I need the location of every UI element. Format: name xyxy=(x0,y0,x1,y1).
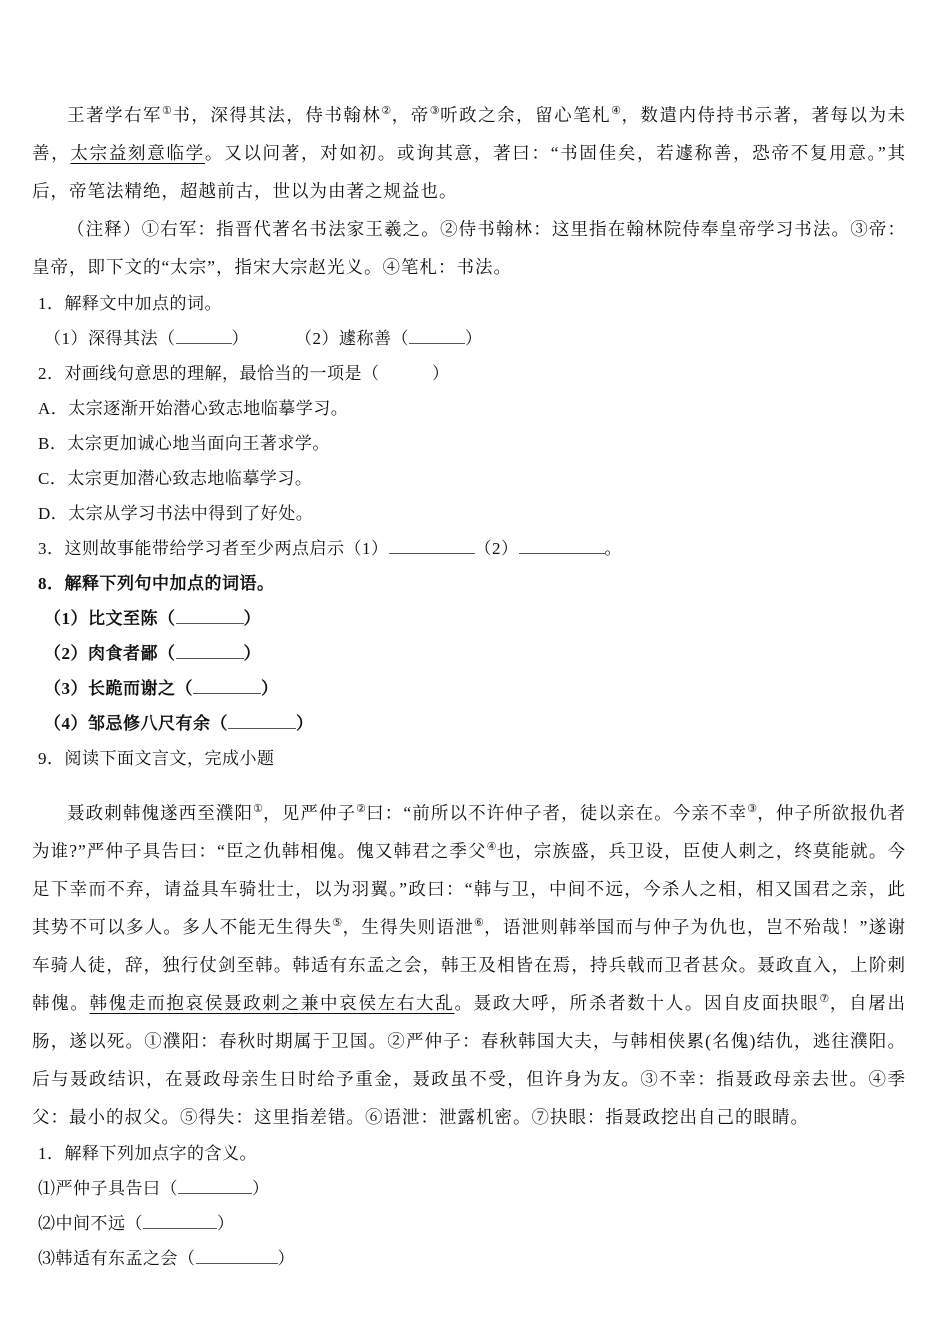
question-8-item-1: （1）比文至陈（ ） xyxy=(32,601,906,636)
question-3-title: 3．这则故事能带给学习者至少两点启示（1） （2） 。 xyxy=(32,531,906,566)
underlined-phrase: 太宗益刻意临学 xyxy=(70,143,205,163)
question-8-item-2: （2）肉食者鄙（ ） xyxy=(32,636,906,671)
underlined-phrase: 韩傀走而抱哀侯聂政刺之兼中哀侯左右大乱 xyxy=(89,993,455,1013)
question-8-title: 8．解释下列句中加点的词语。 xyxy=(38,574,275,593)
answer-blank xyxy=(193,675,261,694)
question-2-option-b: B．太宗更加诚心地当面向王著求学。 xyxy=(38,434,330,453)
passage-wangzhu: 王著学右军①书，深得其法，侍书翰林②，帝③听政之余，留心笔札④，数遣内侍持书示著，著每以为未善，太宗益刻意临学。又以问著，对如初。或询其意，著曰：“书固佳矣，若遽称善，恐帝不复用意。”其后，帝笔法精绝，超越前古，世以为由著之规益也。 xyxy=(32,105,906,201)
answer-blank xyxy=(228,710,296,729)
question-2-option-c: C．太宗更加潜心致志地临摹学习。 xyxy=(38,469,313,488)
answer-blank xyxy=(178,1175,252,1194)
question-9-title: 9．阅读下面文言文，完成小题 xyxy=(38,749,275,768)
question-1-blanks: （1）深得其法（ ） （2）遽称善（ ） xyxy=(32,321,906,356)
answer-blank xyxy=(389,535,475,554)
footnote-marker: ④ xyxy=(486,841,497,854)
footnote-marker: ① xyxy=(253,803,264,816)
question-9-sub1-title: 1．解释下列加点字的含义。 xyxy=(38,1144,257,1163)
answer-blank xyxy=(176,325,232,344)
question-1-title: 1．解释文中加点的词。 xyxy=(38,294,222,313)
answer-blank xyxy=(519,535,605,554)
footnote-marker: ③ xyxy=(747,803,758,816)
answer-blank xyxy=(409,325,465,344)
footnote-marker: ⑦ xyxy=(819,993,830,1006)
footnote-marker: ② xyxy=(381,105,392,118)
question-9-sub1-item-3: ⑶韩适有东孟之会（ ） xyxy=(32,1241,906,1276)
footnote-marker: ③ xyxy=(429,105,441,118)
passage-niezheng: 聂政刺韩傀遂西至濮阳①，见严仲子②曰：“前所以不许仲子者，徒以亲在。今亲不幸③，仲子所欲报仇者为谁?”严仲子具告曰：“臣之仇韩相傀。傀又韩君之季父④也，宗族盛，兵卫设，臣使人刺之，终莫能就。今足下幸而不弃，请益具车骑壮士，以为羽翼。”政曰：“韩与卫，中间不远，今杀人之相，相又国君之亲，此其势不可以多人。多人不能无生得失⑤，生得失则语泄⑥，语泄则韩举国而与仲子为仇也，岂不殆哉！”遂谢车骑人徒，辞，独行仗剑至韩。韩适有东孟之会，韩王及相皆在焉，持兵戟而卫者甚众。聂政直入，上阶刺韩傀。韩傀走而抱哀侯聂政刺之兼中哀侯左右大乱。聂政大呼，所杀者数十人。因自皮面抉眼⑦，自屠出肠，遂以死。①濮阳：春秋时期属于卫国。②严仲子：春秋韩国大夫，与韩相侠累(名傀)结仇，逃往濮阳。后与聂政结识，在聂政母亲生日时给予重金，聂政虽不受，但许身为友。③不幸：指聂政母亲去世。④季父：最小的叔父。⑤得失：这里指差错。⑥语泄：泄露机密。⑦抉眼：指聂政挖出自己的眼睛。 xyxy=(32,803,907,1127)
question-2-title: 2．对画线句意思的理解，最恰当的一项是（ ） xyxy=(38,364,450,383)
question-9-sub1-item-1: ⑴严仲子具告曰（ ） xyxy=(32,1171,906,1206)
footnote-marker: ④ xyxy=(611,105,622,118)
question-2-option-d: D．太宗从学习书法中得到了好处。 xyxy=(38,504,314,523)
footnote-marker: ① xyxy=(162,105,173,118)
footnote-marker: ② xyxy=(356,803,367,816)
answer-blank xyxy=(176,605,244,624)
question-9-sub1-item-2: ⑵中间不远（ ） xyxy=(32,1206,906,1241)
question-2-option-a: A．太宗逐渐开始潜心致志地临摹学习。 xyxy=(38,399,349,418)
answer-blank xyxy=(143,1210,217,1229)
question-8-item-3: （3）长跪而谢之（ ） xyxy=(32,671,906,706)
footnote-marker: ⑤ xyxy=(332,917,343,930)
answer-blank xyxy=(196,1245,278,1264)
footnote-marker: ⑥ xyxy=(474,917,485,930)
answer-blank xyxy=(176,640,244,659)
question-8-item-4: （4）邹忌修八尺有余（ ） xyxy=(32,706,906,741)
passage-wangzhu-notes: （注释）①右军：指晋代著名书法家王羲之。②侍书翰林：这里指在翰林院侍奉皇帝学习书法。③帝：皇帝，即下文的“太宗”，指宋大宗赵光义。④笔札：书法。 xyxy=(32,219,906,277)
